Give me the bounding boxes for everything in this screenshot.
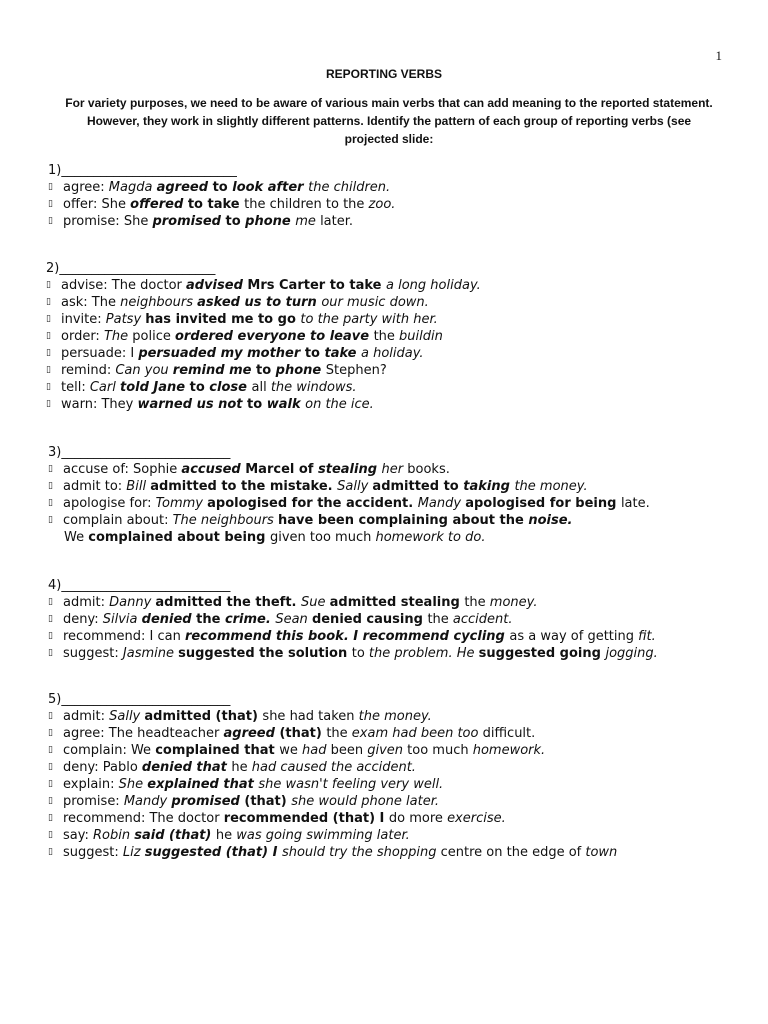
item-text: admitted to the mistake. — [150, 479, 338, 494]
item-text: apologised for being — [465, 496, 621, 511]
checkbox-bullet-icon: ▯ — [46, 348, 51, 358]
item-text: the — [427, 612, 453, 627]
item-text: a holiday. — [361, 346, 424, 361]
item-text: explained that — [147, 777, 259, 792]
item-text: zoo. — [368, 197, 396, 212]
item-text: he — [215, 828, 237, 843]
section-heading[interactable]: 3)__________________________ — [48, 445, 231, 460]
item-text: to take — [187, 197, 245, 212]
checkbox-bullet-icon: ▯ — [48, 728, 53, 738]
item-text: advised — [186, 278, 248, 293]
checkbox-bullet-icon: ▯ — [48, 847, 53, 857]
item-text: suggested going — [478, 646, 606, 661]
list-item — [46, 277, 736, 294]
item-text: the — [326, 726, 352, 741]
item-text: the — [196, 612, 225, 627]
item-text: given — [367, 743, 408, 758]
section-heading[interactable]: 4)__________________________ — [48, 578, 231, 593]
list-item-continuation — [48, 529, 738, 546]
list-item — [48, 725, 738, 742]
item-text: stealing — [318, 462, 382, 477]
item-text: he — [231, 760, 252, 775]
item-text: Bill — [126, 479, 151, 494]
section-5 — [48, 691, 738, 861]
item-text: accuse of: Sophie — [63, 462, 182, 477]
item-text: the children. — [308, 180, 391, 195]
item-text: the — [464, 595, 490, 610]
item-text: close — [209, 380, 252, 395]
item-text: centre on the edge of — [440, 845, 586, 860]
item-text: ask: The — [61, 295, 121, 310]
item-text: to — [351, 646, 369, 661]
item-text: neighbours — [120, 295, 198, 310]
item-text: agree: — [63, 180, 109, 195]
item-text: we — [279, 743, 303, 758]
list-item — [46, 362, 736, 379]
item-text: Magda — [108, 180, 157, 195]
item-text: promised — [171, 794, 245, 809]
section-heading[interactable]: 5)__________________________ — [48, 692, 231, 707]
checkbox-bullet-icon: ▯ — [46, 331, 51, 341]
checkbox-bullet-icon: ▯ — [48, 762, 53, 772]
list-item — [46, 311, 736, 328]
checkbox-bullet-icon: ▯ — [48, 796, 53, 806]
document-title: REPORTING VERBS — [325, 67, 442, 81]
checkbox-bullet-icon: ▯ — [48, 182, 53, 192]
item-text: The — [103, 329, 133, 344]
item-text: asked us to turn — [197, 295, 322, 310]
item-text: recommend: The doctor — [63, 811, 224, 826]
item-text: taking — [463, 479, 515, 494]
item-text: she had taken — [262, 709, 359, 724]
item-text: Mandy — [123, 794, 172, 809]
item-text: warned us not — [137, 397, 248, 412]
item-text: Silvia — [102, 612, 142, 627]
item-text: accident. — [452, 612, 513, 627]
item-text: Robin — [93, 828, 135, 843]
item-text: money. — [489, 595, 538, 610]
item-text: police — [132, 329, 175, 344]
item-text: denied causing — [311, 612, 428, 627]
item-text: been — [330, 743, 368, 758]
item-text: she would phone later. — [291, 794, 439, 809]
item-text: invite: — [61, 312, 106, 327]
checkbox-bullet-icon: ▯ — [48, 597, 53, 607]
item-text: (that) — [244, 794, 292, 809]
item-text: to — [256, 363, 276, 378]
item-text: apologise for: — [63, 496, 156, 511]
item-text: crime. — [224, 612, 276, 627]
list-item — [48, 196, 738, 213]
item-text: advise: The doctor — [61, 278, 186, 293]
item-text: accused — [181, 462, 246, 477]
item-text: have been complaining about — [277, 513, 500, 528]
list-item — [48, 611, 738, 628]
checkbox-bullet-icon: ▯ — [48, 779, 53, 789]
item-text: given too much — [269, 530, 376, 545]
item-text: suggest: — [63, 845, 123, 860]
checkbox-bullet-icon: ▯ — [48, 614, 53, 624]
item-text: homework to do. — [375, 530, 486, 545]
item-text: agreed — [156, 180, 213, 195]
list-item — [48, 708, 738, 725]
item-text: deny: Pablo — [63, 760, 142, 775]
item-text: complained about being — [88, 530, 270, 545]
item-text: theft. — [255, 595, 301, 610]
section-heading[interactable]: 1)___________________________ — [48, 163, 237, 178]
item-text: persuaded my mother — [138, 346, 305, 361]
item-text: Carl — [89, 380, 120, 395]
section-2 — [46, 260, 736, 413]
list-item — [48, 844, 738, 861]
checkbox-bullet-icon: ▯ — [46, 280, 51, 290]
item-text: the solution — [259, 646, 352, 661]
item-text: had — [302, 743, 331, 758]
item-text: suggested (that) I — [144, 845, 282, 860]
item-text: all — [251, 380, 271, 395]
section-heading[interactable]: 2)________________________ — [46, 261, 216, 276]
item-text: noise. — [528, 513, 573, 528]
checkbox-bullet-icon: ▯ — [48, 830, 53, 840]
checkbox-bullet-icon: ▯ — [48, 745, 53, 755]
checkbox-bullet-icon: ▯ — [46, 314, 51, 324]
section-4 — [48, 577, 738, 662]
item-text: on the ice. — [305, 397, 374, 412]
list-item — [46, 294, 736, 311]
item-text: look after — [232, 180, 309, 195]
item-text: denied that — [141, 760, 232, 775]
item-text: her — [381, 462, 408, 477]
item-text: complain about: — [63, 513, 173, 528]
checkbox-bullet-icon: ▯ — [48, 515, 53, 525]
list-item — [48, 810, 738, 827]
checkbox-bullet-icon: ▯ — [48, 464, 53, 474]
item-text: later. — [320, 214, 354, 229]
item-text: remind me — [172, 363, 256, 378]
item-text: exercise. — [447, 811, 506, 826]
list-item — [46, 396, 736, 413]
item-text: walk — [266, 397, 306, 412]
item-text: Sue — [301, 595, 330, 610]
item-text: Liz — [122, 845, 145, 860]
item-text: to the party with her. — [300, 312, 438, 327]
section-3 — [48, 444, 738, 546]
list-item — [48, 759, 738, 776]
item-text: was going swimming later. — [236, 828, 410, 843]
item-text: the money. — [514, 479, 588, 494]
section-1 — [48, 162, 738, 230]
item-text: recommend this book. I recommend cycling — [184, 629, 510, 644]
item-text: persuade: I — [61, 346, 139, 361]
item-text: Patsy — [105, 312, 146, 327]
item-text: the windows. — [270, 380, 357, 395]
item-text: suggested — [178, 646, 260, 661]
checkbox-bullet-icon: ▯ — [48, 199, 53, 209]
item-text: promised — [152, 214, 226, 229]
intro-paragraph: For variety purposes, we need to be aware of various main verbs that can add meaning to the reported statement. However, they work in slightly different patterns. Identify the pattern of each group of reporting verbs (see projected slide: — [65, 96, 713, 146]
item-text: to — [189, 380, 210, 395]
list-item — [48, 776, 738, 793]
list-item — [48, 645, 738, 662]
item-text: me — [295, 214, 321, 229]
item-text: the problem. He — [368, 646, 479, 661]
item-text: Tommy — [155, 496, 208, 511]
list-item — [48, 742, 738, 759]
checkbox-bullet-icon: ▯ — [46, 399, 51, 409]
item-text: offered — [130, 197, 188, 212]
item-text: warn: They — [61, 397, 138, 412]
item-text: admitted the — [155, 595, 256, 610]
item-text: tell: — [61, 380, 90, 395]
list-item — [48, 628, 738, 645]
item-text: recommend: I can — [63, 629, 185, 644]
item-text: the — [373, 329, 400, 344]
item-text: buildin — [399, 329, 443, 344]
item-text: ordered everyone to leave — [174, 329, 374, 344]
list-item — [46, 328, 736, 345]
item-text: admit: — [63, 595, 110, 610]
item-text: Mandy — [417, 496, 466, 511]
checkbox-bullet-icon: ▯ — [48, 711, 53, 721]
item-text: town — [585, 845, 618, 860]
item-text: Can you — [115, 363, 173, 378]
item-text: agree: The headteacher — [63, 726, 224, 741]
item-text: order: — [61, 329, 104, 344]
checkbox-bullet-icon: ▯ — [48, 631, 53, 641]
list-item — [48, 179, 738, 196]
item-text: complained that — [155, 743, 280, 758]
item-text: to — [225, 214, 246, 229]
item-text: She — [118, 777, 148, 792]
list-item — [48, 827, 738, 844]
item-text: said (that) — [134, 828, 216, 843]
list-item — [48, 478, 738, 495]
item-text: offer: She — [63, 197, 131, 212]
item-text: do more — [388, 811, 448, 826]
item-text: The neighbours — [172, 513, 278, 528]
item-text: too much — [407, 743, 473, 758]
item-text: Danny — [109, 595, 156, 610]
item-text: admit: — [63, 709, 110, 724]
item-text: our music down. — [321, 295, 429, 310]
item-text: complain: We — [63, 743, 156, 758]
list-item — [46, 345, 736, 362]
item-text: as a way of getting — [509, 629, 639, 644]
item-text: phone — [275, 363, 326, 378]
item-text: Sean — [275, 612, 312, 627]
item-text: to — [247, 397, 267, 412]
item-text: to — [212, 180, 233, 195]
list-item — [48, 594, 738, 611]
item-text: she wasn't feeling very well. — [258, 777, 444, 792]
item-text: apologised for the accident. — [207, 496, 418, 511]
item-text: Mrs Carter to take — [247, 278, 387, 293]
item-text: a long holiday. — [386, 278, 481, 293]
list-item — [48, 213, 738, 230]
item-text: Sally — [337, 479, 373, 494]
list-item — [48, 793, 738, 810]
item-text: should try the shopping — [281, 845, 441, 860]
item-text: has invited me to go — [145, 312, 301, 327]
item-text: Sally — [109, 709, 145, 724]
item-text: We — [64, 530, 89, 545]
item-text: to — [304, 346, 325, 361]
item-text: explain: — [63, 777, 119, 792]
item-text: fit. — [638, 629, 656, 644]
item-text: Marcel of — [245, 462, 318, 477]
item-text: jogging. — [605, 646, 658, 661]
checkbox-bullet-icon: ▯ — [48, 813, 53, 823]
item-text: promise: — [63, 794, 124, 809]
item-text: the children to the — [244, 197, 369, 212]
list-item — [48, 461, 738, 478]
item-text: exam had been too — [351, 726, 483, 741]
checkbox-bullet-icon: ▯ — [46, 297, 51, 307]
item-text: take — [324, 346, 361, 361]
item-text: Jasmine — [122, 646, 179, 661]
item-text: admitted (that) — [144, 709, 263, 724]
item-text: homework. — [472, 743, 546, 758]
item-text: admit to: — [63, 479, 127, 494]
item-text: late. — [620, 496, 650, 511]
item-text: remind: — [61, 363, 116, 378]
item-text: denied — [141, 612, 197, 627]
list-item — [48, 495, 738, 512]
item-text: recommended (that) I — [223, 811, 389, 826]
page-number: 1 — [715, 48, 722, 63]
item-text: difficult. — [482, 726, 536, 741]
item-text: promise: She — [63, 214, 153, 229]
item-text: admitted to — [372, 479, 464, 494]
checkbox-bullet-icon: ▯ — [48, 481, 53, 491]
item-text: books. — [407, 462, 450, 477]
item-text: phone — [245, 214, 296, 229]
item-text: the — [499, 513, 529, 528]
checkbox-bullet-icon: ▯ — [46, 382, 51, 392]
item-text: deny: — [63, 612, 103, 627]
list-item — [48, 512, 738, 529]
checkbox-bullet-icon: ▯ — [48, 648, 53, 658]
item-text: had caused the accident. — [251, 760, 416, 775]
list-item — [46, 379, 736, 396]
item-text: Stephen? — [325, 363, 387, 378]
item-text: admitted stealing — [329, 595, 465, 610]
item-text: (that) — [279, 726, 327, 741]
item-text: told Jane — [119, 380, 190, 395]
checkbox-bullet-icon: ▯ — [48, 216, 53, 226]
item-text: agreed — [223, 726, 280, 741]
item-text: say: — [63, 828, 93, 843]
checkbox-bullet-icon: ▯ — [48, 498, 53, 508]
checkbox-bullet-icon: ▯ — [46, 365, 51, 375]
item-text: suggest: — [63, 646, 123, 661]
item-text: the money. — [358, 709, 432, 724]
